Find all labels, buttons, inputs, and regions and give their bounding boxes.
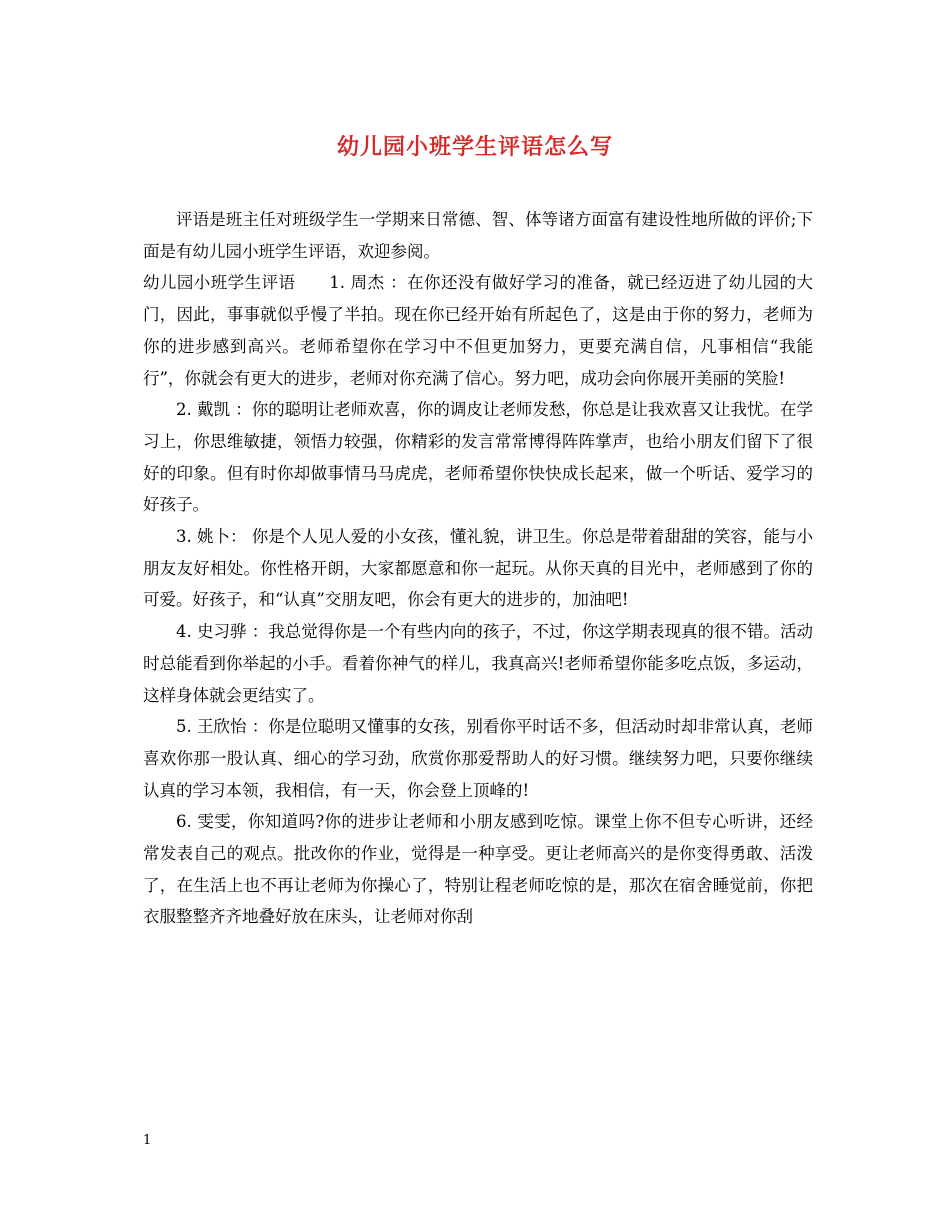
comment-paragraph-6: 6. 雯雯，你知道吗?你的进步让老师和小朋友感到吃惊。课堂上你不但专心听讲，还经常发表自己的观点。批改你的作业，觉得是一种享受。更让老师高兴的是你变得勇敢、活泼了，在生活上也不再让老师为你操心了，特别让程老师吃惊的是，那次在宿舍睡觉前，你把衣服整整齐齐地叠好放在床头，让老师对你刮 bbox=[143, 812, 813, 927]
page-number: 1 bbox=[143, 1133, 152, 1148]
page-title: 幼儿园小班学生评语怎么写 bbox=[336, 134, 613, 160]
comment-paragraph-2: 2. 戴凯 ：你的聪明让老师欢喜，你的调皮让老师发愁，你总是让我欢喜又让我忧。在学习上，你思维敏捷，领悟力较强，你精彩的发言常常博得阵阵掌声，也给小朋友们留下了很好的印象。但有时你却做事情马马虎虎，老师希望你快快成长起来，做一个听话、爱学习的好孩子。 bbox=[143, 400, 813, 515]
comment-paragraph-5: 5. 王欣怡 ：你是位聪明又懂事的女孩，别看你平时话不多，但活动时却非常认真，老师喜欢你那一股认真、细心的学习劲，欣赏你那爱帮助人的好习惯。继续努力吧，只要你继续认真的学习本领，我相信，有一天，你会登上顶峰的! bbox=[143, 717, 813, 800]
comment-paragraph-4: 4. 史习骅 ：我总觉得你是一个有些内向的孩子，不过，你这学期表现真的很不错。活动时总能看到你举起的小手。看着你神气的样儿，我真高兴!老师希望你能多吃点饭，多运动，这样身体就会更结实了。 bbox=[143, 622, 813, 705]
intro-paragraph: 评语是班主任对班级学生一学期来日常德、智、体等诸方面富有建设性地所做的评价;下面是有幼儿园小班学生评语，欢迎参阅。 bbox=[143, 210, 813, 261]
comment-paragraph-3: 3. 姚卜： 你是个人见人爱的小女孩，懂礼貌，讲卫生。你总是带着甜甜的笑容，能与小朋友友好相处。你性格开朗，大家都愿意和你一起玩。从你天真的目光中，老师感到了你的可爱。好孩子，和“认真”交朋友吧，你会有更大的进步的，加油吧! bbox=[143, 527, 813, 610]
document-body bbox=[143, 204, 813, 933]
comment-paragraph-1: 幼儿园小班学生评语 1. 周杰 ：在你还没有做好学习的准备，就已经迈进了幼儿园的大门，因此，事事就似乎慢了半拍。现在你已经开始有所起色了，这是由于你的努力，老师为你的进步感到高兴。老师希望你在学习中不但更加努力，更要充满自信，凡事相信“我能行”，你就会有更大的进步，老师对你充满了信心。努力吧，成功会向你展开美丽的笑脸! bbox=[143, 273, 813, 388]
